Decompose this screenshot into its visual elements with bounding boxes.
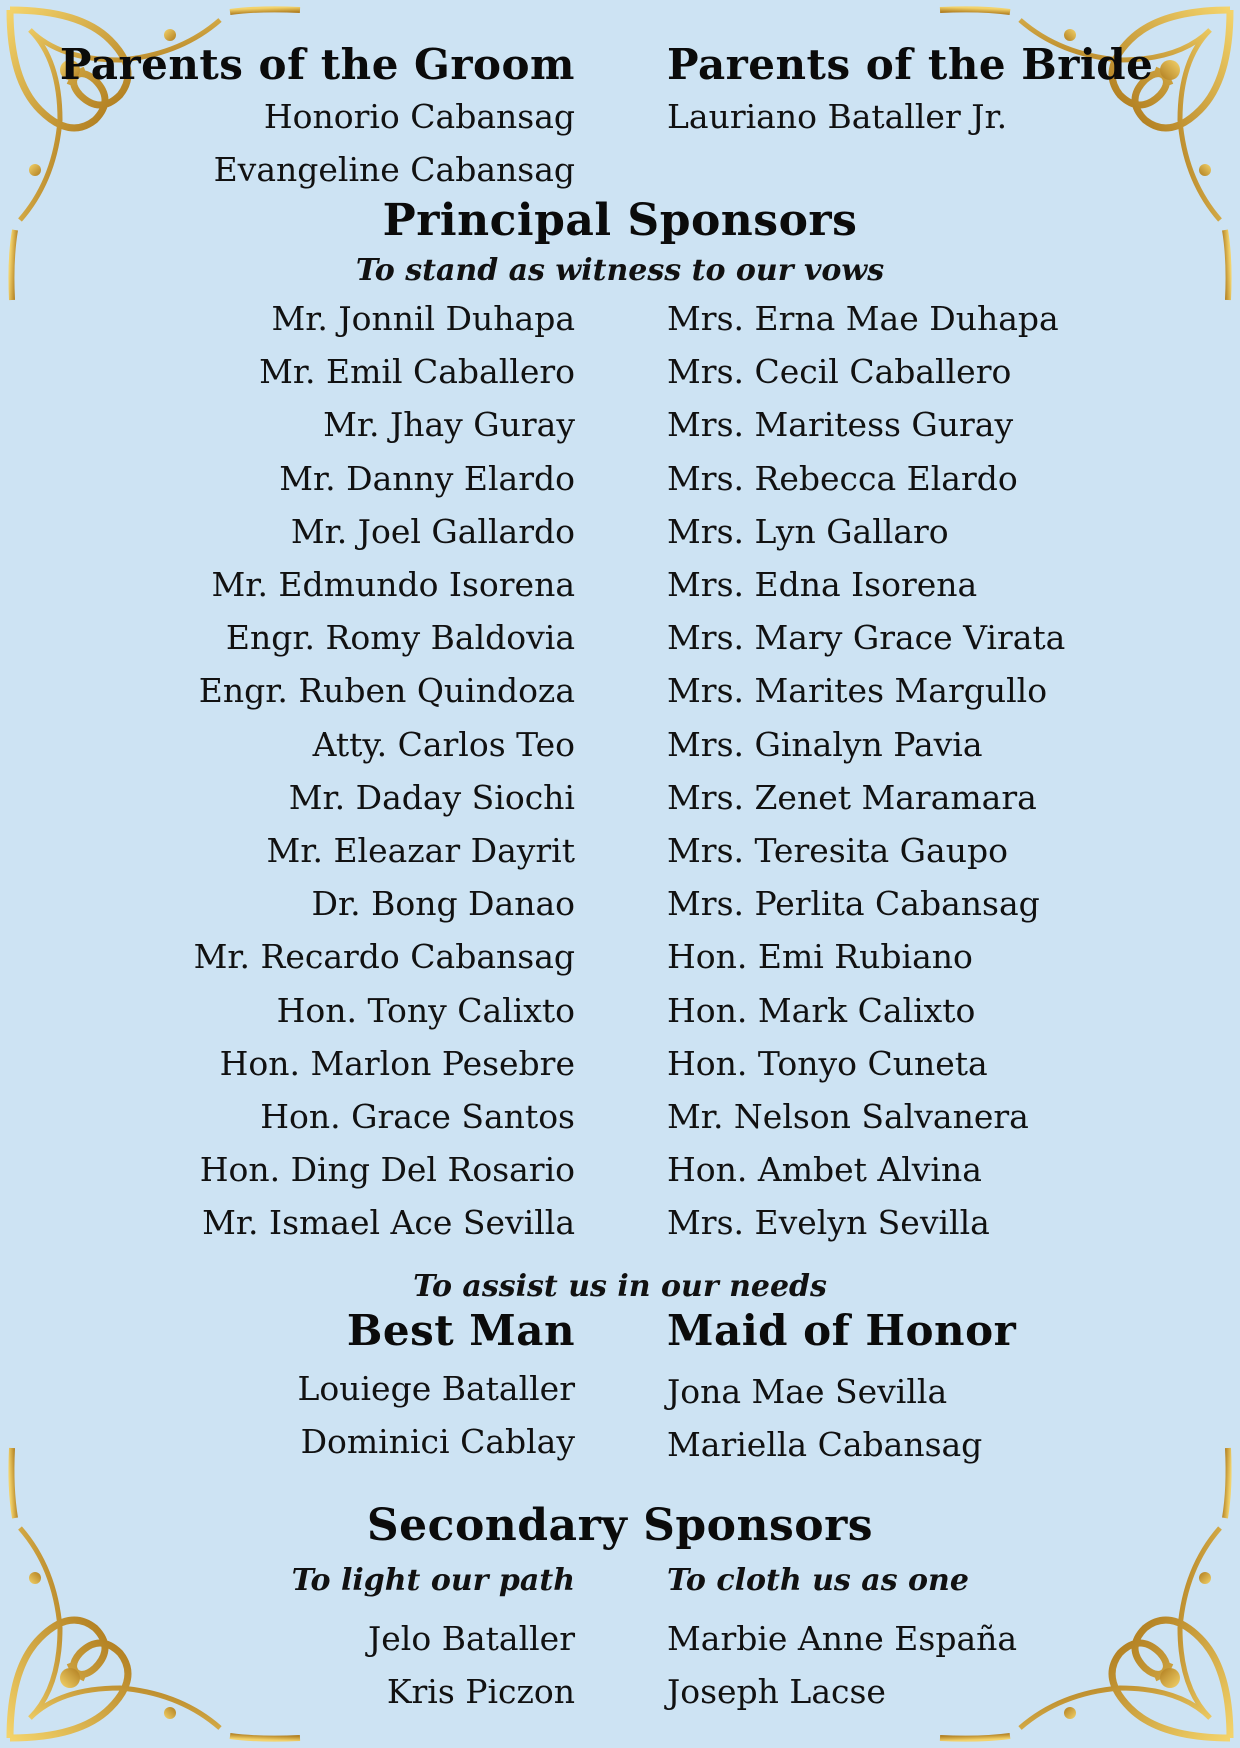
sponsor-name: Mrs. Teresita Gaupo	[667, 831, 1008, 871]
sponsor-name: Engr. Ruben Quindoza	[198, 671, 575, 711]
sponsor-name: Mr. Eleazar Dayrit	[266, 831, 575, 871]
groom-parents-title: Parents of the Groom	[59, 40, 575, 89]
sponsor-name: Hon. Tonyo Cuneta	[667, 1043, 988, 1083]
sponsor-name: Mr. Danny Elardo	[279, 458, 575, 498]
sponsor-name: Mrs. Evelyn Sevilla	[667, 1203, 990, 1243]
maid-of-honor-title: Maid of Honor	[667, 1306, 1017, 1355]
ornament-bottom-left	[0, 1428, 320, 1748]
sponsor-name: Engr. Romy Baldovia	[225, 618, 575, 658]
best-man-title: Best Man	[346, 1306, 575, 1355]
sponsor-name: Mr. Emil Caballero	[259, 352, 575, 392]
secondary-left-subtitle: To light our path	[291, 1563, 575, 1598]
sponsor-name: Hon. Mark Calixto	[667, 990, 976, 1030]
sponsor-name: Mrs. Maritess Guray	[667, 405, 1014, 445]
sponsor-name: Mrs. Marites Margullo	[667, 671, 1048, 711]
sponsor-name: Hon. Ambet Alvina	[667, 1150, 982, 1190]
sponsor-name: Atty. Carlos Teo	[312, 724, 575, 764]
sponsor-name: Hon. Marlon Pesebre	[219, 1043, 575, 1083]
sponsor-name: Mrs. Lyn Gallaro	[667, 511, 949, 551]
sponsor-name: Mr. Recardo Cabansag	[193, 937, 575, 977]
sponsor-name: Hon. Emi Rubiano	[667, 937, 973, 977]
sponsor-name: Mr. Edmundo Isorena	[211, 565, 575, 605]
sponsor-name: Mr. Jonnil Duhapa	[271, 299, 575, 338]
groom-parent-1: Honorio Cabansag	[263, 97, 575, 136]
sponsor-name: Mrs. Rebecca Elardo	[667, 458, 1018, 498]
best-man-1: Louiege Bataller	[297, 1369, 575, 1408]
sponsor-name: Mrs. Erna Mae Duhapa	[667, 299, 1059, 338]
sponsor-name: Hon. Grace Santos	[260, 1097, 575, 1137]
secondary-left-2: Kris Piczon	[386, 1672, 575, 1711]
sponsor-name: Hon. Ding Del Rosario	[199, 1150, 575, 1190]
secondary-right-subtitle: To cloth us as one	[667, 1563, 969, 1598]
groom-parent-2: Evangeline Cabansag	[213, 150, 575, 189]
sponsor-name: Mrs. Mary Grace Virata	[667, 618, 1066, 658]
bride-parent-1: Lauriano Bataller Jr.	[667, 97, 1008, 136]
secondary-right-2: Joseph Lacse	[667, 1672, 886, 1711]
sponsor-name: Mrs. Ginalyn Pavia	[667, 724, 983, 764]
secondary-sponsors-title: Secondary Sponsors	[366, 1500, 874, 1551]
assist-subtitle: To assist us in our needs	[413, 1269, 827, 1304]
sponsor-name: Hon. Tony Calixto	[276, 990, 575, 1030]
principal-left-list	[194, 292, 575, 1250]
sponsor-name: Mrs. Perlita Cabansag	[667, 884, 1040, 924]
sponsor-name: Mr. Daday Siochi	[288, 777, 575, 817]
principal-sponsors-title: Principal Sponsors	[382, 195, 858, 246]
sponsor-name: Mrs. Edna Isorena	[667, 565, 978, 605]
maid-of-honor-2: Mariella Cabansag	[667, 1425, 983, 1464]
secondary-right-1: Marbie Anne España	[667, 1619, 1018, 1658]
sponsor-name: Mrs. Cecil Caballero	[667, 352, 1012, 392]
sponsor-name: Mr. Joel Gallardo	[290, 511, 575, 551]
bride-parents-title: Parents of the Bride	[667, 40, 1154, 89]
sponsor-name: Mr. Nelson Salvanera	[667, 1097, 1029, 1137]
principal-right-list	[667, 292, 1065, 1250]
sponsor-name: Mr. Jhay Guray	[323, 405, 575, 445]
principal-sponsors-subtitle: To stand as witness to our vows	[355, 253, 885, 288]
sponsor-name: Mr. Ismael Ace Sevilla	[202, 1203, 575, 1243]
best-man-2: Dominici Cablay	[300, 1422, 575, 1461]
sponsor-name: Dr. Bong Danao	[311, 884, 575, 924]
sponsor-name: Mrs. Zenet Maramara	[667, 777, 1037, 817]
secondary-left-1: Jelo Bataller	[368, 1619, 575, 1658]
maid-of-honor-1: Jona Mae Sevilla	[667, 1372, 948, 1411]
